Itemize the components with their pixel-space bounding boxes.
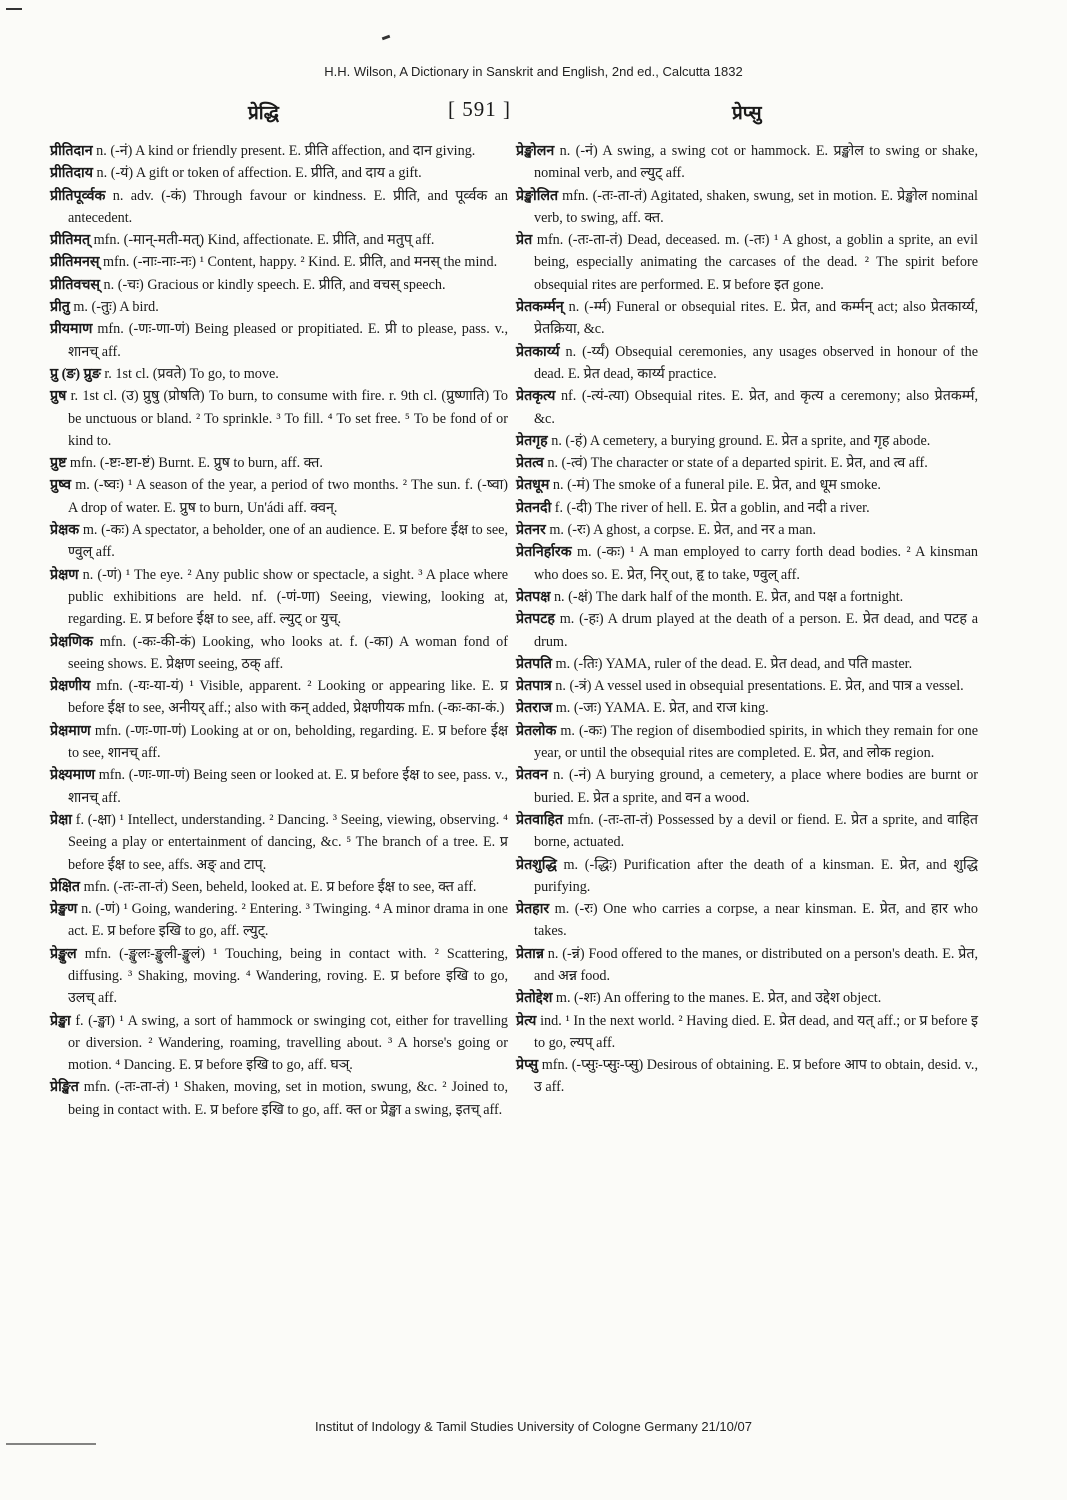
definition: m. (-तिः) YAMA, ruler of the dead. E. प्रेत dead, and पति master.: [555, 655, 913, 672]
running-head-right-word: प्रेप्सु: [732, 103, 762, 124]
definition: mfn. (-मान्-मती-मत्) Kind, affectionate. E. प्रीति, and मतुप् aff.: [93, 232, 435, 249]
dictionary-entry: [516, 185, 978, 230]
definition: mfn. (-कः-की-कं) Looking, who looks at. f. (-का) A woman fond of seeing shows. E. प्रेक्षण seeing, ठक् aff.: [68, 633, 509, 672]
headword: प्रेप्सु: [516, 1057, 539, 1074]
dictionary-entry: [50, 675, 508, 720]
definition: mfn. (-तः-ता-तं) Agitated, shaken, swung, set in motion. E. प्रेङ्खोल nominal verb, to swing, aff. क्त.: [534, 187, 978, 226]
definition: m. (-ष्वः) ¹ A season of the year, a period of two months. ² The sun. f. (-ष्वा) A drop of water. E. प्रुष to burn, Un'ádi aff. क्वन्.: [68, 477, 508, 516]
definition: n. (-त्रं) A vessel used in obsequial presentations. E. प्रेत, and पात्र a vessel.: [555, 678, 964, 695]
dictionary-entry: [50, 140, 508, 162]
definition: n. (-णं) ¹ The eye. ² Any public show or spectacle, a sight. ³ A place where public exhibitions are held. nf. (-णं-णा) Seeing, viewing, looking at, regarding. E. प्र before ईक्ष to see, aff. ल्युट् or युच्.: [68, 566, 509, 628]
headword: प्रेतनिर्हारक: [516, 544, 572, 561]
headword: प्रेङ्खोलित: [516, 187, 559, 204]
headword: प्रेङ्खुल: [50, 945, 77, 962]
definition: n. (-चः) Gracious or kindly speech. E. प्रीति, and वचस् speech.: [103, 276, 446, 293]
dictionary-entry: [50, 1010, 508, 1077]
definition: mfn. (-णः-णा-णं) Being seen or looked at. E. प्र before ईक्ष to see, pass. v., शानच् aff.: [68, 767, 508, 806]
dictionary-entry: [516, 497, 978, 519]
headword: प्रेतपति: [516, 655, 552, 672]
definition: mfn. (-णः-णा-णं) Being pleased or propitiated. E. प्री to please, pass. v., शानच् aff.: [68, 321, 508, 360]
headword: प्रेत: [516, 232, 533, 249]
definition: r. 1st cl. (उ) प्रुषु (प्रोषति) To burn, to consume with fire. r. 9th cl. (प्रुष्णाति) To be unctuous or bland. ² To sprinkle. ³ To fill. ⁴ To set free. ⁵ To be fond of or kind to.: [68, 388, 508, 449]
headword: प्रेक्षक: [50, 522, 80, 539]
headword: प्रेत्य: [516, 1012, 537, 1029]
headword: प्रेतपक्ष: [516, 588, 551, 605]
definition: m. (-तुः) A bird.: [73, 299, 159, 316]
definition: n. (-न्नं) Food offered to the manes, or distributed on a person's death. E. प्रेत, and अन्न food.: [534, 945, 978, 984]
definition: m. (-कः) A spectator, a beholder, one of an audience. E. प्र before ईक्ष to see, ण्वुल् aff.: [68, 522, 509, 561]
headword: प्रीतिदाय: [50, 165, 93, 182]
definition: f. (-दी) The river of hell. E. प्रेत a goblin, and नदी a river.: [554, 499, 870, 516]
dictionary-entry: [50, 631, 508, 676]
headword: प्रीतिवचस्: [50, 276, 100, 293]
dictionary-entry: [50, 876, 508, 898]
dictionary-entry: [50, 185, 508, 230]
headword: प्रुष्व: [50, 477, 71, 494]
headword: प्रेतकार्य्य: [516, 343, 560, 360]
headword: प्रेङ्खण: [50, 901, 78, 918]
headword: प्रीतिमनस्: [50, 254, 100, 271]
definition: n. (-नं) A swing, a swing cot or hammock. E. प्रङ्खोल to swing or shake, nominal verb, and ल्युट् aff.: [534, 143, 979, 182]
scan-mark-top: [382, 35, 391, 41]
definition: m. (-कः) The region of disembodied spirits, in which they remain for one year, or until the obsequial rites are completed. E. प्रेत, and लोक region.: [534, 722, 978, 762]
headword: प्रेतवाहित: [516, 811, 564, 828]
definition: n. (-नं) A burying ground, a cemetery, a place where bodies are burnt or buried. E. प्रेत a sprite, and वन a wood.: [534, 767, 979, 806]
dictionary-entry: [516, 608, 978, 653]
headword: प्रेतोद्देश: [516, 990, 553, 1007]
definition: m. (-द्धिः) Purification after the death of a kinsman. E. प्रेत, and शुद्धि purifying.: [534, 856, 978, 895]
dictionary-entry: [516, 296, 978, 341]
dictionary-entry: [50, 943, 508, 1010]
headword: प्रेतपटह: [516, 611, 555, 628]
dictionary-entry: [50, 229, 508, 251]
definition: mfn. (-णः-णा-णं) Looking at or on, beholding, regarding. E. प्र before ईक्ष to see, शानच् aff.: [68, 722, 509, 762]
headword: प्रीतिदान: [50, 143, 93, 159]
headword: प्रेङ्खित: [50, 1079, 79, 1096]
headword: प्रेङ्खोलन: [516, 143, 555, 159]
headword: प्रेक्षमाण: [50, 722, 91, 739]
running-head: [0, 97, 1067, 129]
definition: m. (-कः) ¹ A man employed to carry forth dead bodies. ² A kinsman who does so. E. प्रेत, निर् out, हृ to take, ण्वुल् aff.: [534, 544, 979, 583]
definition: n. (-हं) A cemetery, a burying ground. E. प्रेत a sprite, and गृह abode.: [551, 432, 931, 449]
headword: प्रुष: [50, 388, 67, 405]
dictionary-entry: [50, 809, 508, 876]
definition: n. adv. (-कं) Through favour or kindness. E. प्रीति, and पूर्व्वक an antecedent.: [68, 187, 508, 226]
dictionary-entry: [516, 653, 978, 675]
definition: r. 1st cl. (प्रवते) To go, to move.: [104, 365, 279, 382]
headword: प्रेतत्व: [516, 455, 544, 472]
dictionary-entry: [516, 541, 978, 586]
dictionary-entry: [516, 474, 978, 496]
dictionary-entry: [516, 385, 978, 430]
right-column: [516, 140, 978, 1099]
definition: mfn. (-प्सुः-प्सुः-प्सु) Desirous of obtaining. E. प्र before आप to obtain, desid. v., उ aff.: [534, 1057, 978, 1096]
dictionary-entry: [516, 586, 978, 608]
definition: mfn. (-तः-ता-तं) Seen, beheld, looked at. E. प्र before ईक्ष to see, क्त aff.: [83, 878, 477, 895]
dictionary-entry: [516, 720, 978, 765]
headword: प्रेतकर्म्मन्: [516, 299, 564, 316]
definition: n. (-त्वं) The character or state of a departed spirit. E. प्रेत, and त्व aff.: [547, 455, 928, 472]
definition: mfn. (-ष्टः-ष्टा-ष्टं) Burnt. E. प्रुष to burn, aff. क्त.: [69, 455, 323, 472]
headword: प्रेक्षणीय: [50, 678, 91, 695]
dictionary-entry: [50, 564, 508, 631]
headword: प्रेङ्खा: [50, 1012, 71, 1029]
page-number: [ 591 ]: [448, 97, 511, 121]
headword: प्रेतकृत्य: [516, 388, 556, 405]
dictionary-entry: [50, 385, 508, 452]
headword: प्रेतान्न: [516, 945, 544, 962]
headword: प्रेतशुद्धि: [516, 856, 557, 873]
definition: nf. (-त्यं-त्या) Obsequial rites. E. प्रेत, and कृत्य a ceremony; also प्रेतकर्म्म, &c.: [534, 388, 979, 427]
definition: f. (-ङ्खा) ¹ A swing, a sort of hammock or swinging cot, either for travelling or diversion. ² Wandering, roaming, travelling about. ³ A horse's going or motion. ⁴ Dancing. E. प्र before इखि to go, aff. घञ्.: [68, 1012, 509, 1074]
headword: प्रेतगृह: [516, 432, 548, 449]
dictionary-entry: [50, 474, 508, 519]
dictionary-entry: [50, 720, 508, 765]
headword: प्रेतलोक: [516, 722, 557, 739]
definition: m. (-हः) A drum played at the death of a person. E. प्रेत dead, and पटह a drum.: [534, 611, 979, 650]
definition: n. (-नं) A kind or friendly present. E. प्रीति affection, and दान giving.: [96, 143, 476, 159]
running-head-left-word: प्रेद्धि: [248, 103, 279, 124]
definition: n. (-र्म्म) Funeral or obsequial rites. E. प्रेत, and कर्म्मन् act; also प्रेतकार्य्य, प्रेतक्रिया, &c.: [534, 299, 979, 338]
headword: प्रेक्षणिक: [50, 633, 94, 650]
headword: प्रीतिपूर्व्वक: [50, 187, 106, 204]
definition: n. (-र्य्यं) Obsequial ceremonies, any usages observed in honour of the dead. E. प्रेत dead, कार्य्य practice.: [534, 343, 978, 382]
dictionary-entry: [516, 140, 978, 185]
definition: n. (-क्षं) The dark half of the month. E. प्रेत, and पक्ष a fortnight.: [553, 588, 904, 605]
headword: प्रीतिमत्: [50, 232, 91, 249]
footer-credit: Institut of Indology & Tamil Studies University of Cologne Germany 21/10/07: [315, 1419, 752, 1434]
dictionary-entry: [516, 1010, 978, 1055]
dictionary-entry: [516, 697, 978, 719]
scan-mark-bottom-left: [6, 1443, 96, 1445]
dictionary-entry: [516, 430, 978, 452]
headword: प्रीयमाण: [50, 321, 93, 338]
dictionary-entry: [50, 274, 508, 296]
dictionary-entry: [516, 1054, 978, 1099]
definition: m. (-जः) YAMA. E. प्रेत, and राज king.: [555, 700, 769, 717]
definition: mfn. (-नाः-नाः-नः) ¹ Content, happy. ² Kind. E. प्रीति, and मनस् the mind.: [103, 254, 498, 271]
headword: प्रुष्ट: [50, 455, 67, 472]
definition: mfn. (-तः-ता-तं) ¹ Shaken, moving, set in motion, swung, &c. ² Joined to, being in contact with. E. प्र before इखि to go, aff. क्त or प्रेङ्खा a swing, इतच् aff.: [68, 1079, 508, 1118]
definition: mfn. (-तः-ता-तं) Dead, deceased. m. (-तः) ¹ A ghost, a goblin a sprite, an evil being, especially animating the carcases of the dead. ² The spirit before obsequial rites are performed. E. प्र before इत gone.: [534, 232, 978, 293]
dictionary-entry: [50, 452, 508, 474]
headword: प्रेतधूम: [516, 477, 550, 494]
left-column: [50, 140, 508, 1121]
definition: n. (-णं) ¹ Going, wandering. ² Entering. ³ Twinging. ⁴ A minor drama in one act. E. प्र before इखि to go, aff. ल्युट्.: [68, 901, 509, 940]
dictionary-entry: [516, 341, 978, 386]
headword: प्रीतु: [50, 299, 70, 316]
headword: प्रेक्षित: [50, 878, 81, 895]
definition: m. (-रः) One who carries a corpse, a near kinsman. E. प्रेत, and हार who takes.: [534, 901, 978, 940]
dictionary-entry: [50, 318, 508, 363]
headword: प्रेतहार: [516, 901, 550, 918]
definition: mfn. (-तः-ता-तं) Possessed by a devil or fiend. E. प्रेत a sprite, and वाहित borne, actuated.: [534, 811, 979, 851]
definition: m. (-रः) A ghost, a corpse. E. प्रेत, and नर a man.: [549, 522, 817, 539]
definition: n. (-मं) The smoke of a funeral pile. E. प्रेत, and धूम smoke.: [552, 477, 881, 494]
headword: प्रेतनर: [516, 522, 546, 539]
headword: प्रेक्षण: [50, 566, 79, 583]
headword: प्रु (ङ) प्रुङ: [50, 365, 101, 382]
dictionary-entry: [516, 452, 978, 474]
dictionary-entry: [516, 764, 978, 809]
dictionary-entry: [516, 898, 978, 943]
headword: प्रेक्ष्यमाण: [50, 767, 96, 784]
definition: ind. ¹ In the next world. ² Having died. E. प्रेत dead, and यत् aff.; or प्र before इ to go, ल्यप् aff.: [534, 1012, 979, 1051]
headword: प्रेक्षा: [50, 811, 72, 828]
dictionary-entry: [50, 764, 508, 809]
definition: f. (-क्षा) ¹ Intellect, understanding. ² Dancing. ³ Seeing, viewing, observing. ⁴ Seeing a play or entertainment of dancing, &c. ⁵ The branch of a tree. E. प्र before ईक्ष to see, affs. अङ् and टाप्.: [68, 811, 509, 873]
dictionary-entry: [516, 854, 978, 899]
dictionary-entry: [516, 943, 978, 988]
definition: n. (-यं) A gift or token of affection. E. प्रीति, and दाय a gift.: [96, 165, 422, 182]
dictionary-entry: [516, 519, 978, 541]
dictionary-entry: [50, 898, 508, 943]
dictionary-entry: [516, 675, 978, 697]
dictionary-entry: [516, 809, 978, 854]
headword: प्रेतवन: [516, 767, 548, 784]
definition: mfn. (-यः-या-यं) ¹ Visible, apparent. ² Looking or appearing like. E. प्र before ईक्ष to see, अनीयर् aff.; also with कन् added, प्रेक्षणीयक mfn. (-कः-का-कं.): [68, 678, 509, 717]
headword: प्रेतराज: [516, 700, 553, 717]
scan-mark-top-left: [6, 8, 22, 10]
dictionary-entry: [50, 519, 508, 564]
dictionary-entry: [50, 296, 508, 318]
definition: mfn. (-ङ्खुलः-ङ्खुली-ङ्खुलं) ¹ Touching, being in contact with. ² Scattering, diffusing. ³ Shaking, moving. ⁴ Wandering, roving. E. प्र before इखि to go, उलच् aff.: [68, 945, 508, 1007]
source-banner: H.H. Wilson, A Dictionary in Sanskrit and English, 2nd ed., Calcutta 1832: [324, 64, 743, 79]
definition: m. (-शः) An offering to the manes. E. प्रेत, and उद्देश object.: [555, 990, 882, 1007]
dictionary-entry: [516, 229, 978, 296]
headword: प्रेतपात्र: [516, 678, 552, 695]
dictionary-entry: [516, 987, 978, 1009]
dictionary-entry: [50, 363, 508, 385]
headword: प्रेतनदी: [516, 499, 552, 516]
dictionary-entry: [50, 162, 508, 184]
dictionary-entry: [50, 1076, 508, 1121]
dictionary-entry: [50, 251, 508, 273]
